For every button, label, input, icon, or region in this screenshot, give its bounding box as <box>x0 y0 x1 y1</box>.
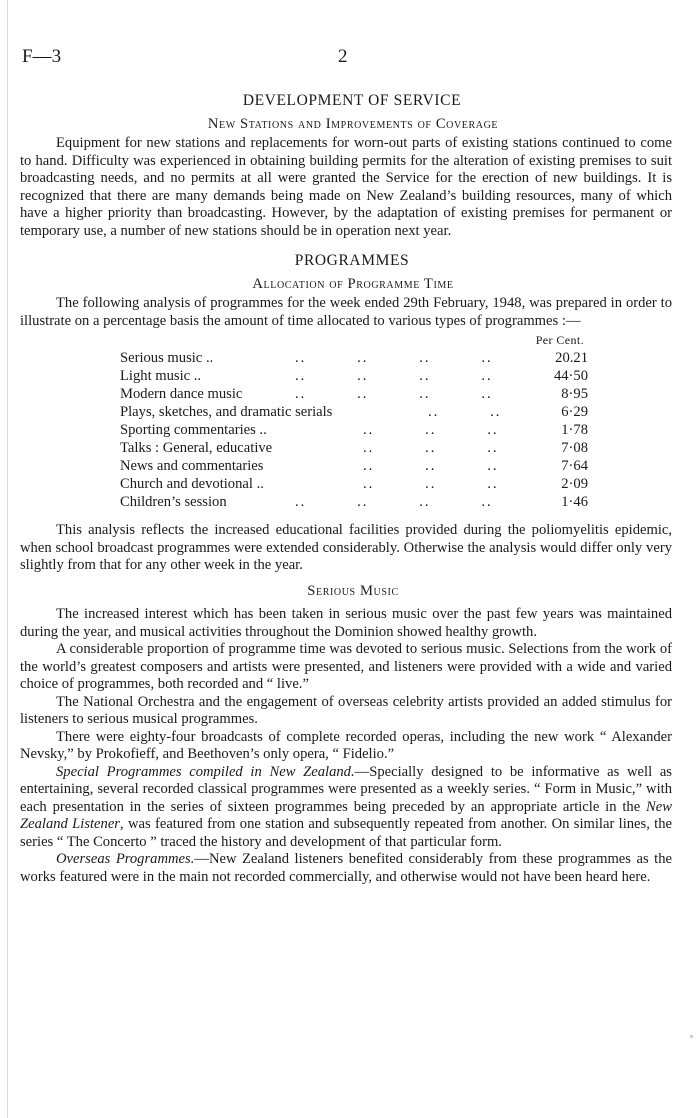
row-label: Light music .. <box>120 368 202 384</box>
paragraph-allocation-intro: The following analysis of programmes for the week ended 29th February, 1948, was prepared in order to illustrate on a percentage basis the amount of time allocated to various types of programmes :— <box>20 295 672 329</box>
table-row <box>120 494 590 512</box>
row-label: Church and devotional .. <box>120 476 264 492</box>
subsection-title-serious-music: Serious Music <box>307 582 399 599</box>
paragraph-analysis-note: This analysis reflects the increased educational facilities provided during the poliomyelitis epidemic, when school broadcast programmes were extended considerably. Otherwise the analysis would differ only very slightly from that for any other week in the year. <box>20 522 672 573</box>
table-row <box>120 350 590 368</box>
row-label: Serious music .. <box>120 350 214 366</box>
leader-dots: .. .. .. <box>363 458 499 474</box>
row-value: 1·46 <box>561 494 588 510</box>
leader-dots: .. .. .. <box>363 440 499 456</box>
special-programmes-text-a: —Specially designed to be informative as well as entertaining, several recorded classical programmes were presented as a weekly series. “ Form in Music,” with each presentation in the series of sixteen programmes being preceded by an appropriate article in the <box>20 763 672 815</box>
per-cent-header: Per Cent. <box>535 333 584 347</box>
leader-dots: .. .. <box>428 404 502 420</box>
leader-dots: .. .. .. <box>363 476 499 492</box>
row-label: Talks : General, educative <box>120 440 273 456</box>
row-label: Modern dance music <box>120 386 243 402</box>
row-value: 6·29 <box>561 404 588 420</box>
listener-title: New Zealand Listener <box>20 798 672 832</box>
paragraph-serious-interest: The increased interest which has been taken in serious music over the past few years was maintained during the year, and musical activities throughout the Dominion showed healthy growth. <box>20 606 672 640</box>
paragraph-operas: There were eighty-four broadcasts of complete recorded operas, including the new work “ Alexander Nevsky,” by Prokofieff, and Beethoven’s only opera, “ Fidelio.” <box>20 728 672 762</box>
paragraph-special-programmes <box>20 764 672 852</box>
page-edge-line <box>7 0 8 1118</box>
table-row <box>120 386 590 404</box>
special-programmes-text-b: , was featured from one station and subsequently repeated from another. On similar lines, the series “ The Concerto ” traced the history and development of that particular form. <box>20 816 672 850</box>
subsection-title-allocation: Allocation of Programme Time <box>252 275 454 292</box>
subsection-title-new-stations: New Stations and Improvements of Coverage <box>207 115 499 132</box>
section-title-development: DEVELOPMENT OF SERVICE <box>242 92 462 109</box>
row-value: 2·09 <box>561 476 588 492</box>
overseas-programmes-lead: Overseas Programmes. <box>56 851 195 867</box>
paragraph-overseas-programmes <box>20 851 672 886</box>
paragraph-national-orchestra: The National Orchestra and the engagement of overseas celebrity artists provided an added stimulus for listeners to serious musical programmes. <box>20 693 672 727</box>
programme-allocation-table <box>20 332 672 520</box>
row-label: Plays, sketches, and dramatic serials <box>120 404 333 420</box>
table-row <box>120 368 590 386</box>
row-value: 44·50 <box>553 368 588 384</box>
margin-mark <box>690 1035 693 1038</box>
row-value: 8·95 <box>561 386 588 402</box>
table-row <box>120 404 590 422</box>
leader-dots: .. .. .. .. <box>295 350 493 366</box>
table-row <box>120 458 590 476</box>
report-reference: F—3 <box>22 46 62 67</box>
row-value: 20.21 <box>555 350 588 366</box>
leader-dots: .. .. .. <box>363 422 499 438</box>
table-row <box>120 422 590 440</box>
row-value: 1·78 <box>561 422 588 438</box>
table-row <box>120 440 590 458</box>
leader-dots: .. .. .. .. <box>295 494 493 510</box>
page-content <box>20 92 672 886</box>
row-value: 7·08 <box>561 440 588 456</box>
row-value: 7·64 <box>561 458 588 474</box>
paragraph-new-stations: Equipment for new stations and replacements for worn-out parts of existing stations continued to come to hand. Difficulty was experienced in obtaining building permits for the alteration of existing premises to suit broadcasting needs, and no permits at all were granted the Service for the erection of new buildings. It is recognized that there are many demands being made on New Zealand’s building resources, many of which have a higher priority than broadcasting. However, by the adaptation of existing premises for permanent or temporary use, a number of new stations should be in operation next year. <box>20 135 672 239</box>
section-title-programmes: PROGRAMMES <box>294 252 410 269</box>
leader-dots: .. .. .. .. <box>295 368 493 384</box>
paragraph-serious-proportion: A considerable proportion of programme time was devoted to serious music. Selections from the work of the world’s greatest composers and artists were presented, and listeners were provided with a wide and varied choice of programmes, both recorded and “ live.” <box>20 641 672 692</box>
overseas-programmes-text: —New Zealand listeners benefited considerably from these programmes as the works featured were in the main not recorded commercially, and otherwise would not have been heard here. <box>20 851 672 885</box>
table-row <box>120 476 590 494</box>
special-programmes-lead: Special Programmes compiled in New Zealand. <box>56 763 355 780</box>
row-label: Sporting commentaries .. <box>120 422 267 438</box>
row-label: Children’s session <box>120 494 227 510</box>
row-label: News and commentaries <box>120 458 264 474</box>
leader-dots: .. .. .. .. <box>295 386 493 402</box>
page-number: 2 <box>338 46 348 67</box>
